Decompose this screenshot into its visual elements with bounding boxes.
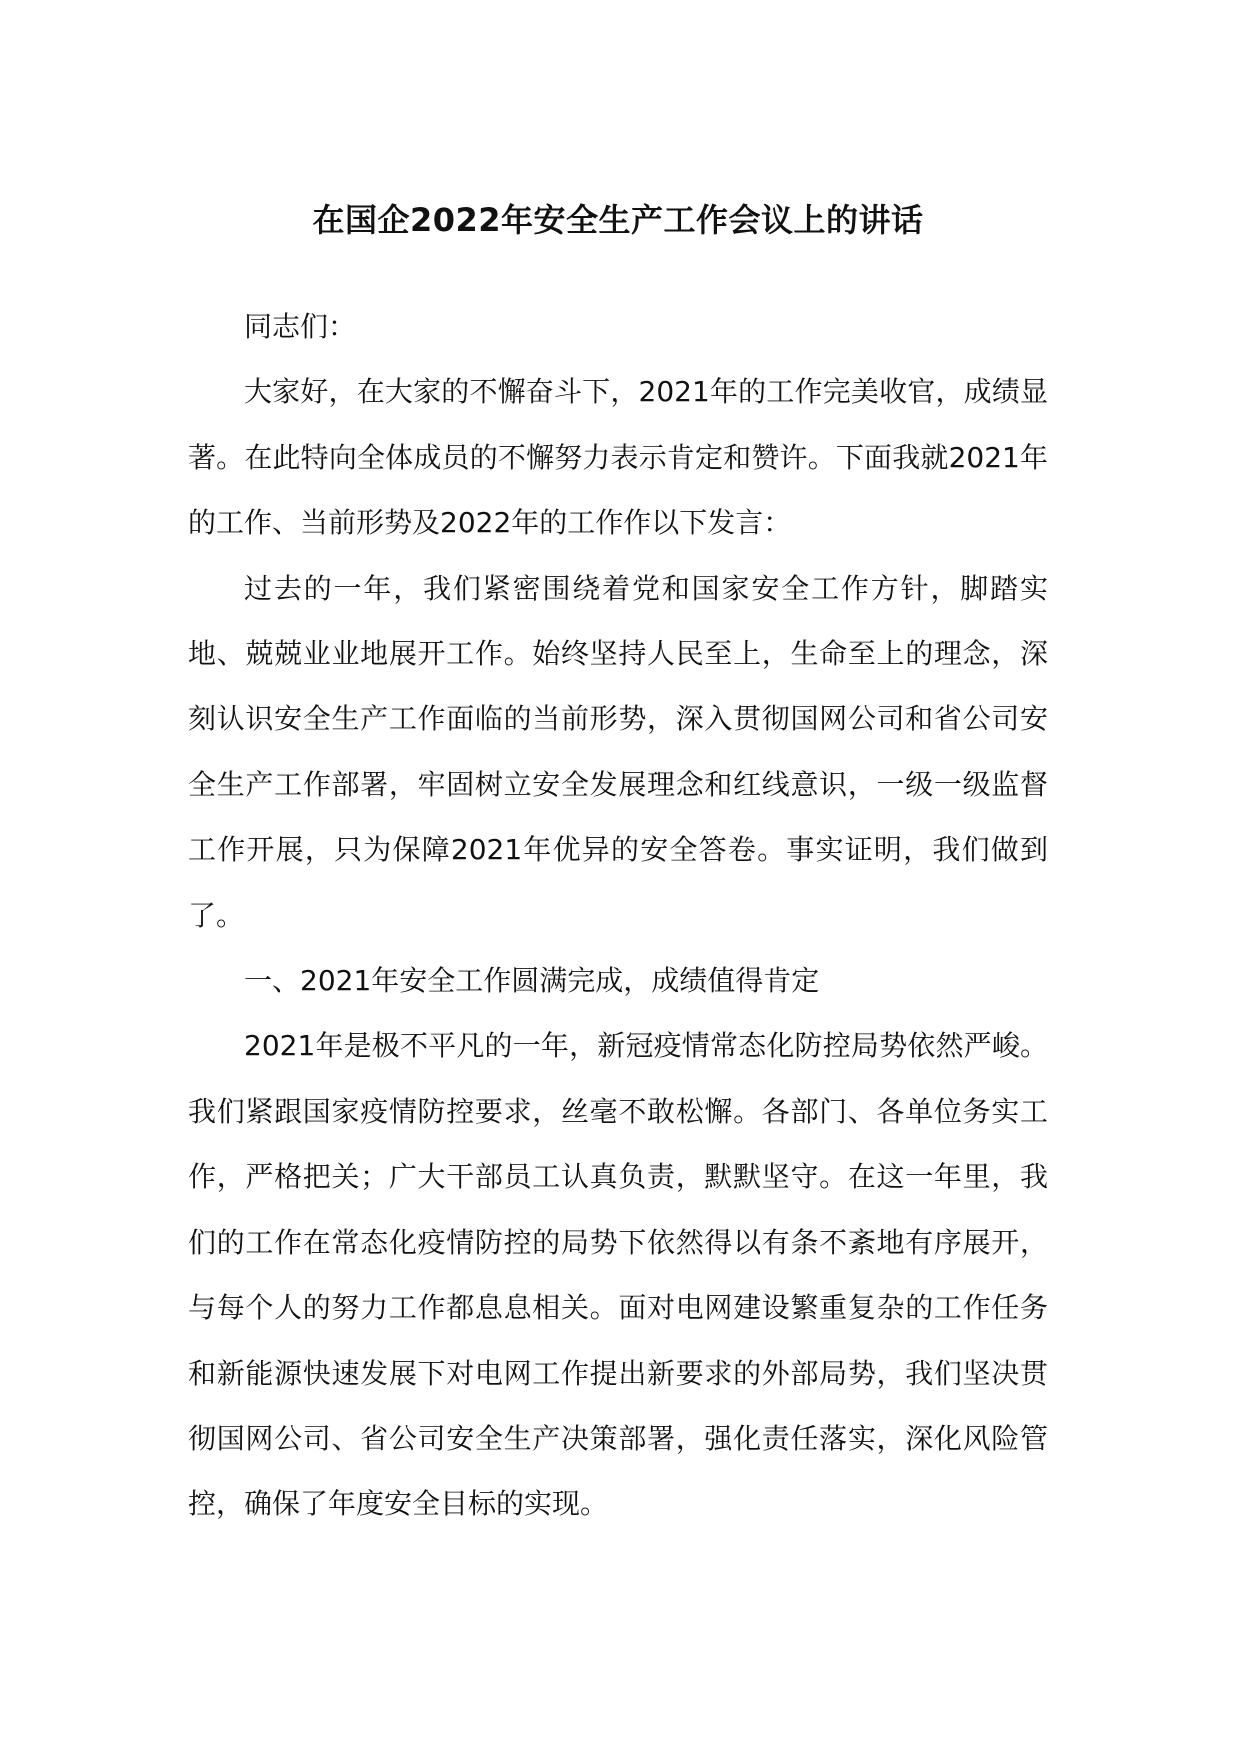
paragraph-greeting: 大家好，在大家的不懈奋斗下，2021年的工作完美收官，成绩显著。在此特向全体成员的不懈努力表示肯定和赞许。下面我就2021年的工作、当前形势及2022年的工作作以下发言：	[188, 375, 1048, 540]
section-heading-1: 一、2021年安全工作圆满完成，成绩值得肯定	[244, 964, 820, 998]
document-body	[188, 294, 1048, 1537]
paragraph-review: 过去的一年，我们紧密围绕着党和国家安全工作方针，脚踏实地、兢兢业业地展开工作。始终坚持人民至上，生命至上的理念，深刻认识安全生产工作面临的当前形势，深入贯彻国网公司和省公司安全生产工作部署，牢固树立安全发展理念和红线意识，一级一级监督工作开展，只为保障2021年优异的安全答卷。事实证明，我们做到了。	[188, 571, 1048, 932]
document-page	[188, 198, 1048, 1537]
document-title: 在国企2022年安全生产工作会议上的讲话	[312, 201, 924, 239]
paragraph-2021-summary: 2021年是极不平凡的一年，新冠疫情常态化防控局势依然严峻。我们紧跟国家疫情防控要求，丝毫不敢松懈。各部门、各单位务实工作，严格把关；广大干部员工认真负责，默默坚守。在这一年里，我们的工作在常态化疫情防控的局势下依然得以有条不紊地有序展开，与每个人的努力工作都息息相关。面对电网建设繁重复杂的工作任务和新能源快速发展下对电网工作提出新要求的外部局势，我们坚决贯彻国网公司、省公司安全生产决策部署，强化责任落实，深化风险管控，确保了年度安全目标的实现。	[188, 1029, 1048, 1521]
paragraph-salutation: 同志们：	[244, 310, 357, 343]
